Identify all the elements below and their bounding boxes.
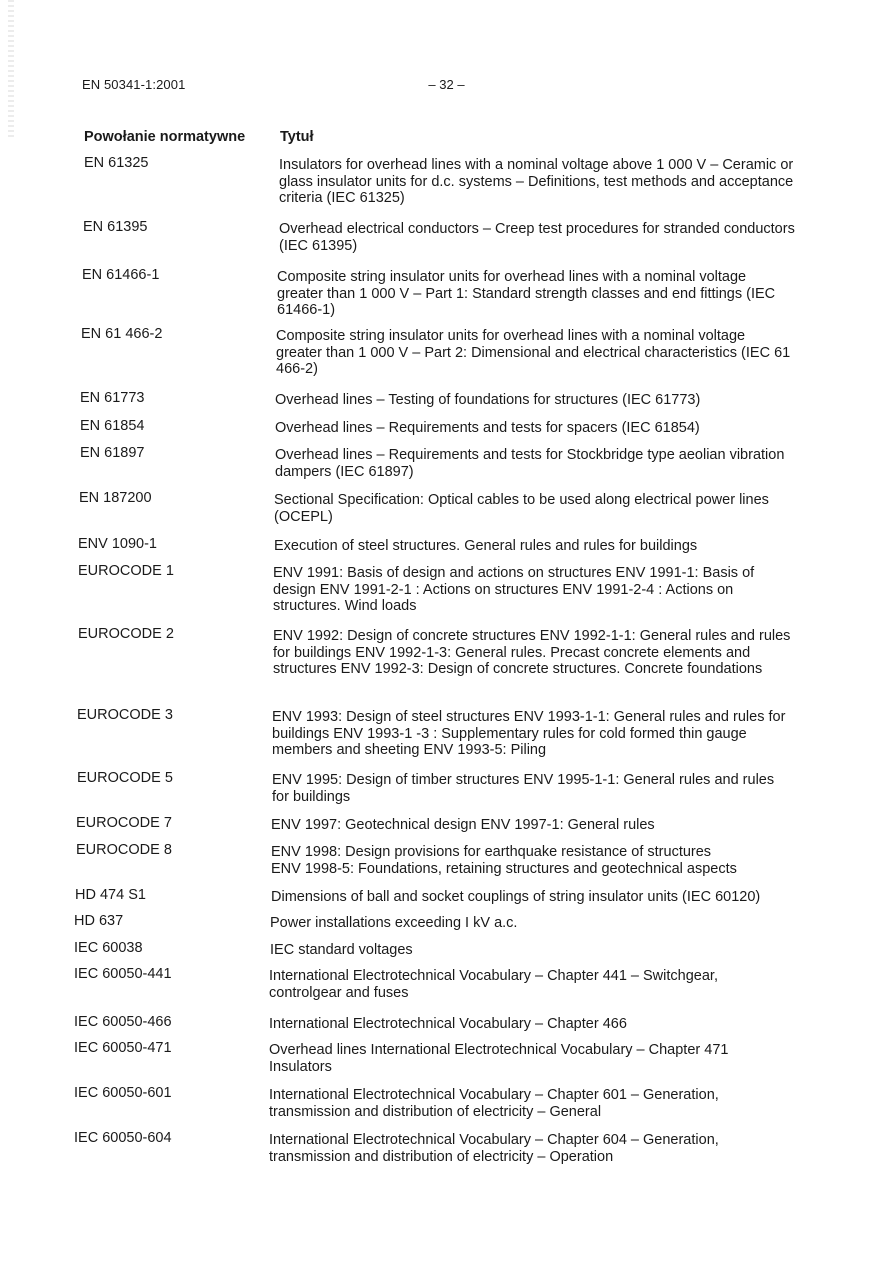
- reference-title: Power installations exceeding I kV a.c.: [270, 915, 518, 931]
- reference-title: Insulators for overhead lines with a nominal voltage above 1 000 V – Ceramic or glass insulator units for d.c. systems – Definitions, test methods and acceptance criteria (IEC 61325): [279, 157, 794, 206]
- reference-title-line: ENV 1998-5: Foundations, retaining structures and geotechnical aspects: [271, 860, 737, 877]
- reference-title: International Electrotechnical Vocabulary – Chapter 441 – Switchgear, controlgear and fuses: [269, 968, 718, 1001]
- reference-title: Composite string insulator units for overhead lines with a nominal voltage greater than 1 000 V – Part 1: Standard strength classes and end fittings (IEC 61466-1): [277, 269, 776, 318]
- page-number: – 32 –: [428, 77, 465, 92]
- reference-title: ENV 1993: Design of steel structures ENV 1993-1-1: General rules and rules for buildings ENV 1993-1 -3 : Supplementary rules for cold formed thin gauge members and sheeting ENV 1993-5: Piling: [272, 709, 786, 758]
- reference-title: Overhead electrical conductors – Creep test procedures for stranded conductors (IEC 61395): [279, 221, 795, 254]
- reference-code: EN 61 466-2: [81, 326, 163, 342]
- reference-code: ENV 1090-1: [78, 536, 157, 552]
- reference-title: ENV 1992: Design of concrete structures ENV 1992-1-1: General rules and rules for buildings ENV 1992-1-3: General rules. Precast concrete elements and structures ENV 1992-3: Design of concrete structures. Concrete foundations: [273, 628, 791, 677]
- reference-title: International Electrotechnical Vocabulary – Chapter 601 – Generation, transmission and distribution of electricity – General: [269, 1087, 719, 1120]
- reference-code: IEC 60050-601: [74, 1085, 172, 1101]
- reference-title: ENV 1995: Design of timber structures ENV 1995-1-1: General rules and rules for buildings: [272, 772, 775, 805]
- reference-code: IEC 60050-471: [74, 1040, 172, 1056]
- reference-code: EUROCODE 1: [78, 563, 174, 579]
- reference-code: EN 61773: [80, 390, 145, 406]
- reference-title: Composite string insulator units for overhead lines with a nominal voltage greater than 1 000 V – Part 2: Dimensional and electrical characteristics (IEC 61 466-2): [276, 328, 791, 377]
- reference-title: Overhead lines – Testing of foundations for structures (IEC 61773): [275, 392, 701, 408]
- reference-title: Dimensions of ball and socket couplings of string insulator units (IEC 60120): [271, 889, 761, 905]
- reference-code: EUROCODE 7: [76, 815, 172, 831]
- reference-code: EUROCODE 2: [78, 626, 174, 642]
- reference-title: IEC standard voltages: [270, 942, 413, 958]
- reference-title: Execution of steel structures. General rules and rules for buildings: [274, 538, 698, 554]
- reference-code: IEC 60050-466: [74, 1014, 172, 1030]
- reference-title: International Electrotechnical Vocabulary – Chapter 466: [269, 1016, 627, 1032]
- reference-code: EN 61897: [80, 445, 145, 461]
- reference-code: EN 61466-1: [82, 267, 160, 283]
- reference-code: IEC 60050-604: [74, 1130, 172, 1146]
- reference-code: IEC 60050-441: [74, 966, 172, 982]
- reference-title: ENV 1991: Basis of design and actions on structures ENV 1991-1: Basis of design ENV 1991-2-1 : Actions on structures ENV 1991-2-4 : Actions on structures. Wind loads: [273, 565, 755, 614]
- reference-title: International Electrotechnical Vocabulary – Chapter 604 – Generation, transmission and distribution of electricity – Operation: [269, 1132, 719, 1165]
- reference-code: EN 61325: [84, 155, 149, 171]
- document-id: EN 50341-1:2001: [82, 77, 186, 92]
- reference-code: IEC 60038: [74, 940, 143, 956]
- reference-title: [271, 844, 789, 877]
- reference-code: EN 61395: [83, 219, 148, 235]
- reference-title-line: ENV 1998: Design provisions for earthquake resistance of structures: [271, 844, 712, 860]
- reference-code: HD 474 S1: [75, 887, 146, 903]
- reference-code: EUROCODE 3: [77, 707, 173, 723]
- reference-title: Sectional Specification: Optical cables to be used along electrical power lines (OCEPL): [274, 492, 769, 525]
- reference-title: Overhead lines – Requirements and tests for Stockbridge type aeolian vibration dampers (IEC 61897): [275, 447, 785, 480]
- reference-code: EN 61854: [80, 418, 145, 434]
- reference-code: EUROCODE 5: [77, 770, 173, 786]
- reference-title: ENV 1997: Geotechnical design ENV 1997-1: General rules: [271, 817, 655, 833]
- scan-edge-artifact: [8, 0, 14, 140]
- reference-code: HD 637: [74, 913, 124, 929]
- reference-title: Overhead lines – Requirements and tests for spacers (IEC 61854): [275, 420, 700, 436]
- column-header-reference: Powołanie normatywne: [84, 129, 246, 145]
- reference-title: Overhead lines International Electrotechnical Vocabulary – Chapter 471 Insulators: [269, 1042, 729, 1075]
- column-header-title: Tytuł: [280, 129, 314, 145]
- reference-code: EN 187200: [79, 490, 152, 506]
- reference-code: EUROCODE 8: [76, 842, 172, 858]
